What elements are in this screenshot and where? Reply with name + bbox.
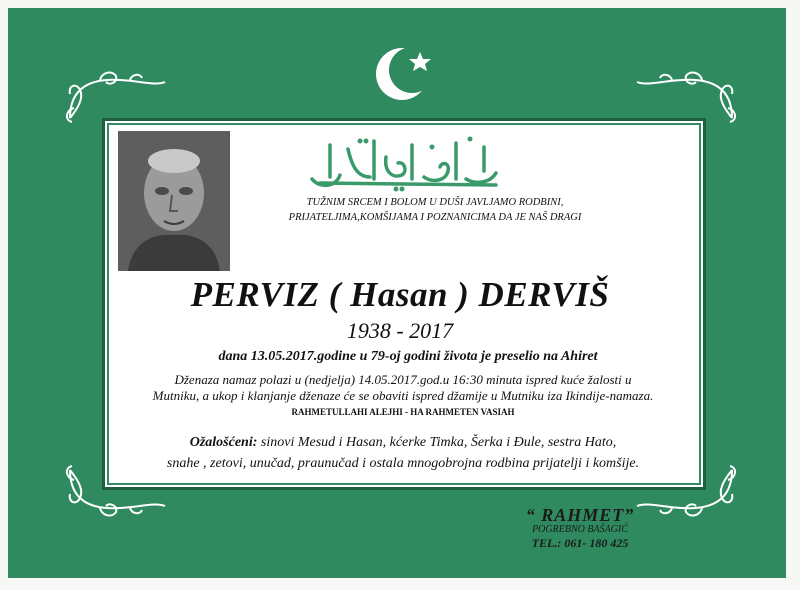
- funeral-line-2: Mutniku, a ukop i klanjanje dženaze će se obaviti ispred džamije u Mutniku iza Ikindije-namaza.: [152, 388, 654, 403]
- mourners-text-1: sinovi Mesud i Hasan, kćerke Timka, Šerka i Đule, sestra Hato,: [257, 435, 617, 450]
- company-subtitle: POGREBNO BAŠAGIĆ: [532, 524, 628, 535]
- mourners-section: [118, 432, 688, 474]
- company-phone: TEL.: 061- 180 425: [531, 536, 629, 550]
- deceased-name: PERVIZ ( Hasan ) DERVIŠ: [190, 275, 610, 314]
- company-brand: “ RAHMET”: [525, 505, 635, 525]
- lead-line-2: PRIJATELJIMA,KOMŠIJAMA I POZNANICIMA DA JE NAŠ DRAGI: [288, 212, 582, 223]
- portrait-photo: [118, 131, 230, 271]
- lead-line-1: TUŽNIM SRCEM I BOLOM U DUŠI JAVLJAMO RODBINI,: [306, 197, 564, 208]
- funeral-details: [118, 372, 688, 404]
- funeral-line-1: Dženaza namaz polazi u (nedjelja) 14.05.2017.god.u 16:30 minuta ispred kuće žalosti u: [174, 372, 632, 387]
- mourners-line-2: snahe , zetovi, unučad, praunučad i ostala mnogobrojna rodbina prijatelji i komšije.: [166, 456, 640, 471]
- death-date-line: dana 13.05.2017.godine u 79-oj godini života je preselio na Ahiret: [218, 349, 598, 364]
- funeral-company: [505, 505, 655, 551]
- prayer-line: RAHMETULLAHI ALEJHI - HA RAHMETEN VASIAH: [291, 407, 515, 417]
- life-years: 1938 - 2017: [346, 318, 454, 343]
- mourners-label: Ožalošćeni:: [189, 435, 258, 450]
- crescent-star-icon: [370, 38, 440, 108]
- lead-text: [236, 195, 634, 225]
- mourners-line-1: [118, 432, 688, 453]
- arabic-calligraphy: [300, 127, 510, 197]
